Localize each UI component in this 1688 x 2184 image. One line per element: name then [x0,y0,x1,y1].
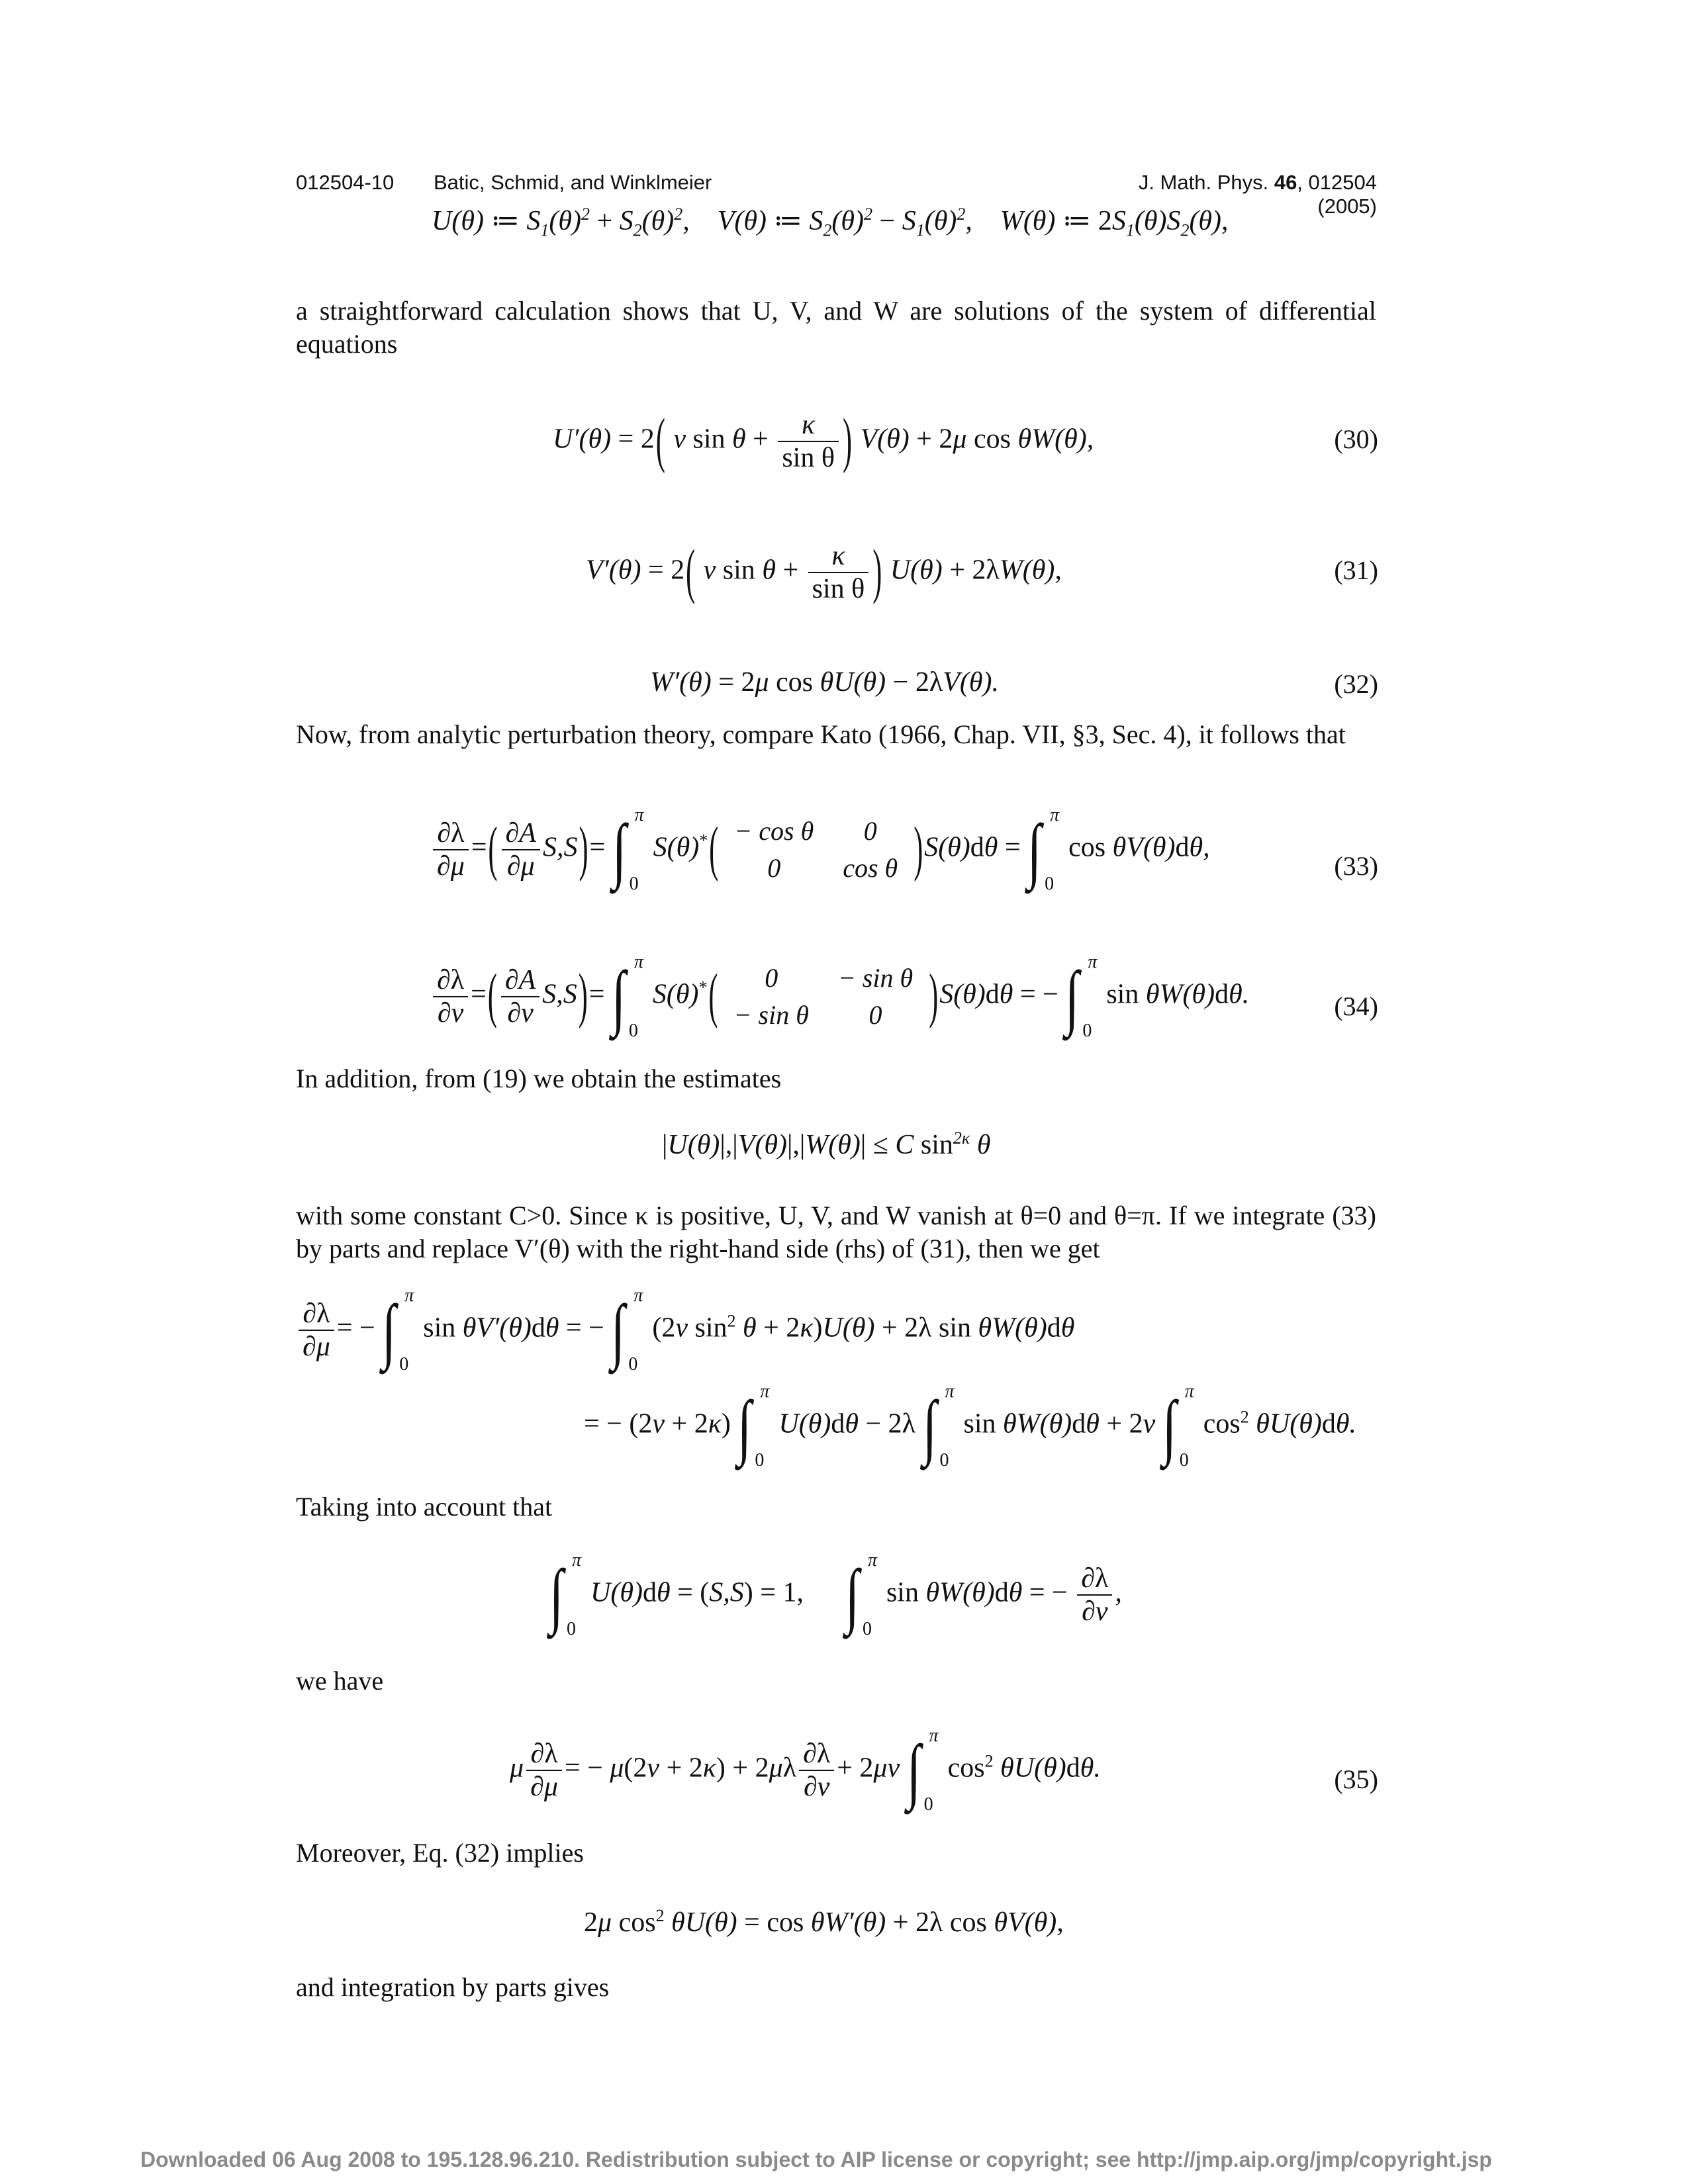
equation-31: V′(θ) = 2( ν sin θ + $\frac{\kappa}{\text{sin θ}}$ ) U(θ) + 2λW(θ), [586,539,1062,606]
journal-volume: 46 [1274,171,1297,194]
journal-citation: J. Math. Phys. 46, 012504 (2005) [1138,171,1377,218]
paragraph: a straightforward calculation shows that U, V, and W are solutions of the system of differential equations [296,296,1376,359]
paragraph: In addition, from (19) we obtain the estimates [296,1064,782,1093]
derivation-line-1: $\frac{\partial\lambda}{\partial\mu}$ = − ∫ π 0 sin θV′(θ)dθ = − ∫ π 0 (2ν $\sin^2 \theta + 2\kappa)U(\theta) + 2\lambda$ sin θW(θ)dθ [296,1297,1074,1363]
equation-number-30: (30) [1334,424,1378,454]
running-authors: Batic, Schmid, and Winklmeier [434,171,712,194]
estimate-equation: |U(θ)|,|V(θ)|,|W(θ)| ≤ C $\sin^{2\kappa} \theta$ [662,1128,991,1160]
paragraph: Moreover, Eq. (32) implies [296,1838,584,1868]
equation-33: $\frac{\partial\lambda}{\partial\mu}$ =( $\frac{\partial A}{\partial\mu}$ S,S)= ∫ π 0 S(θ)*( − cos θ 0 0 cos θ )S(θ)dθ = ∫ π 0 cos θV(θ)dθ, [430,813,1210,887]
equation-number-33: (33) [1334,851,1378,881]
paragraph: with some constant C>0. Since κ is positive, U, V, and W vanish at θ=0 and θ=π. If we integrate (33) by parts and replace V′(θ) with the right-hand side (rhs) of (31), then we get [296,1201,1376,1263]
page-id: 012504-10 [296,171,395,194]
paragraph: and integration by parts gives [296,1972,610,2002]
derivation-line-2: = − (2ν + 2κ) ∫ π 0 U(θ)dθ − 2λ ∫ π 0 sin θW(θ)dθ + 2ν ∫ π 0 $\cos^2 \theta U(\theta)d\theta$. [584,1381,1356,1471]
equation-number-34: (34) [1334,991,1378,1021]
paragraph: Taking into account that [296,1492,553,1522]
normalization-equation: ∫ π 0 U(θ)dθ = (S,S) = 1, ∫ π 0 sin θW(θ)dθ = − $\frac{\partial\lambda}{\partial\nu}$ , [549,1550,1122,1639]
download-footer: Downloaded 06 Aug 2008 to 195.128.96.210. Redistribution subject to AIP license or copyright; see http://jmp.aip.org/jmp/copyright.jsp [140,2148,1492,2171]
equation-30: U′(θ) = 2( ν sin θ + $\frac{\kappa}{\text{sin θ}}$ ) V(θ) + 2μ cos θW(θ), [553,408,1094,475]
paragraph: Now, from analytic perturbation theory, compare Kato (1966, Chap. VII, §3, Sec. 4), it follows that [296,719,1346,749]
equation-number-35: (35) [1334,1764,1378,1794]
definitions-equation: U(θ) ≔ $S_1(\theta)^2 + S_2(\theta)^2$, V(θ) ≔ $S_2(\theta)^2 - S_1(\theta)^2$, W(θ) ≔ $2S_1(\theta)S_2(\theta)$, [432,205,1229,240]
equation-35: μ $\frac{\partial\lambda}{\partial\mu}$ = − μ(2ν + 2κ) + 2μλ $\frac{\partial\lambda}{\partial\nu}$ + 2μν ∫ π 0 $\cos^2 \theta U(\theta)d\theta$. [510,1725,1101,1815]
identity-equation: 2μ $\cos^2 \theta U(\theta) = \cos \theta W'(\theta) + 2\lambda$ cos θV(θ), [584,1906,1064,1938]
equation-number-32: (32) [1334,669,1378,699]
equation-number-31: (31) [1334,555,1378,585]
equation-34: $\frac{\partial\lambda}{\partial\nu}$ =( $\frac{\partial A}{\partial\nu}$ S,S)= ∫ π 0 S(θ)*( 0 − sin θ − sin θ 0 )S(θ)dθ = − ∫ π 0 sin θW(θ)dθ. [430,960,1249,1034]
paragraph: we have [296,1666,384,1696]
equation-32: W′(θ) = 2μ cos θU(θ) − 2λV(θ). [650,667,999,698]
